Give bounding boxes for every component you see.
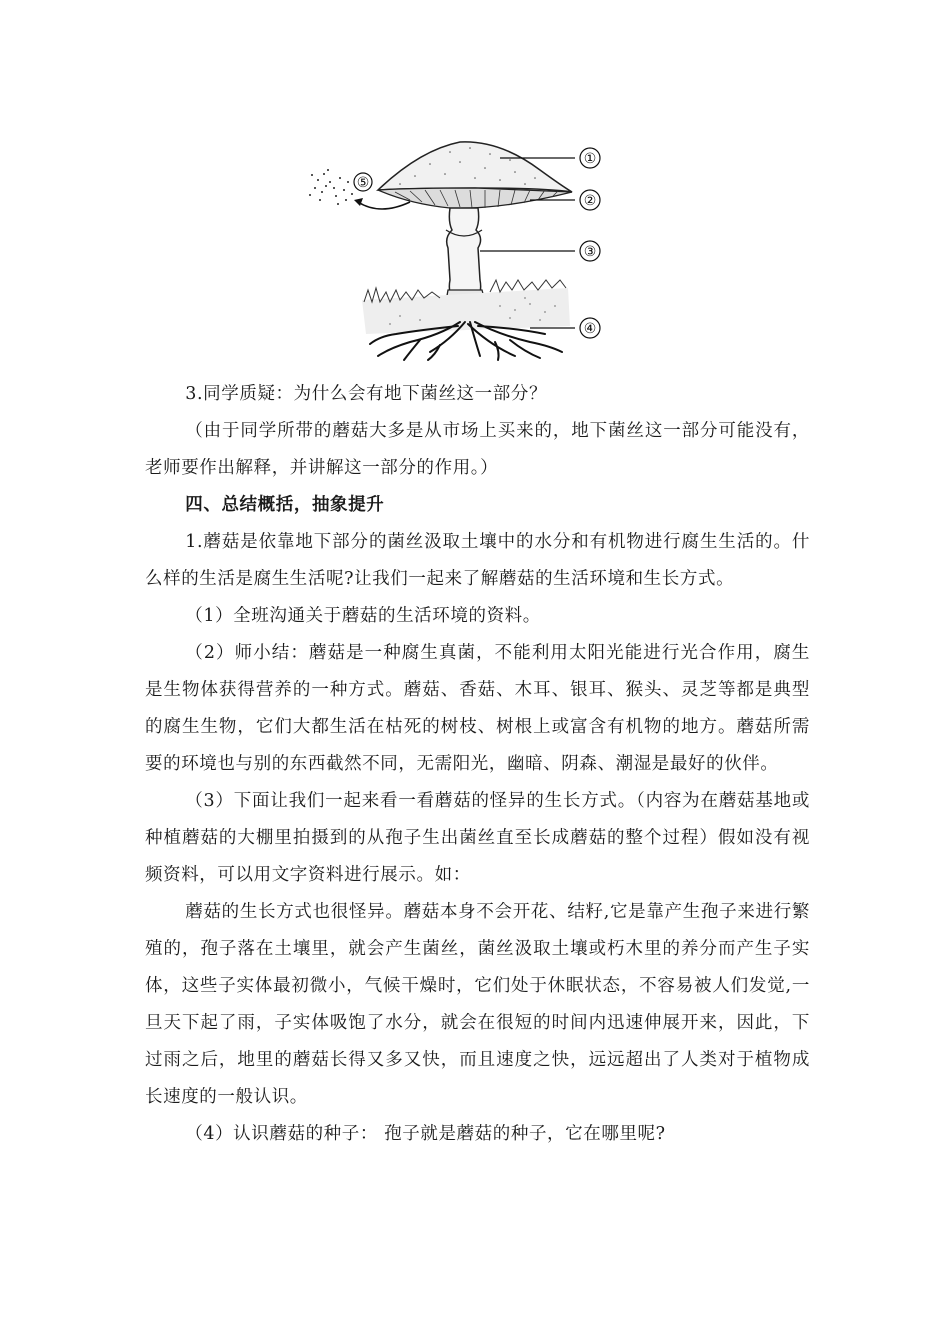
paragraph-item-1: （1）全班沟通关于蘑菇的生活环境的资料。 [185,606,541,626]
mushroom-diagram [300,130,630,362]
mushroom-illustration [300,130,630,362]
spores [309,169,353,205]
paragraph-item-4: （4）认识蘑菇的种子： 孢子就是蘑菇的种子，它在哪里呢? [185,1124,666,1144]
paragraph-saprophytic: 1.蘑菇是依靠地下部分的菌丝汲取土壤中的水分和有机物进行腐生生活的。什么样的生活是腐生生活呢?让我们一起来了解蘑菇的生活环境和生长方式。 [145,532,810,589]
paragraph-question: 3.同学质疑：为什么会有地下菌丝这一部分？ [185,384,548,404]
marker-4-label: ④ [583,321,597,337]
document-body [145,376,810,1153]
marker-2-label: ② [583,193,597,209]
marker-3-label: ③ [583,244,597,260]
marker-5-label: ⑤ [356,175,370,191]
paragraph-note: （由于同学所带的蘑菇大多是从市场上买来的，地下菌丝这一部分可能没有，老师要作出解释，并讲解这一部分的作用。） [145,421,810,478]
mushroom-stem [447,208,481,298]
mushroom-cap [378,142,572,192]
section-heading: 四、总结概括，抽象提升 [185,495,385,515]
paragraph-item-3: （3）下面让我们一起来看一看蘑菇的怪异的生长方式。（内容为在蘑菇基地或种植蘑菇的大棚里拍摄到的从孢子生出菌丝直至长成蘑菇的整个过程）假如没有视频资料，可以用文字资料进行展示。如： [145,791,810,885]
paragraph-item-2: （2）师小结：蘑菇是一种腐生真菌，不能利用太阳光能进行光合作用，腐生是生物体获得营养的一种方式。蘑菇、香菇、木耳、银耳、猴头、灵芝等都是典型的腐生生物，它们大都生活在枯死的树枝、树根上或富含有机物的地方。蘑菇所需要的环境也与别的东西截然不同，无需阳光，幽暗、阴森、潮湿是最好的伙伴。 [145,643,810,774]
marker-1-label: ① [583,151,597,167]
paragraph-growth: 蘑菇的生长方式也很怪异。蘑菇本身不会开花、结籽,它是靠产生孢子来进行繁殖的，孢子落在土壤里，就会产生菌丝，菌丝汲取土壤或朽木里的养分而产生子实体，这些子实体最初微小，气候干燥时，它们处于休眠状态，不容易被人们发觉,一旦天下起了雨，子实体吸饱了水分，就会在很短的时间内迅速伸展开来，因此，下过雨之后，地里的蘑菇长得又多又快，而且速度之快，远远超出了人类对于植物成长速度的一般认识。 [145,902,810,1107]
spore-arrow [358,202,410,209]
